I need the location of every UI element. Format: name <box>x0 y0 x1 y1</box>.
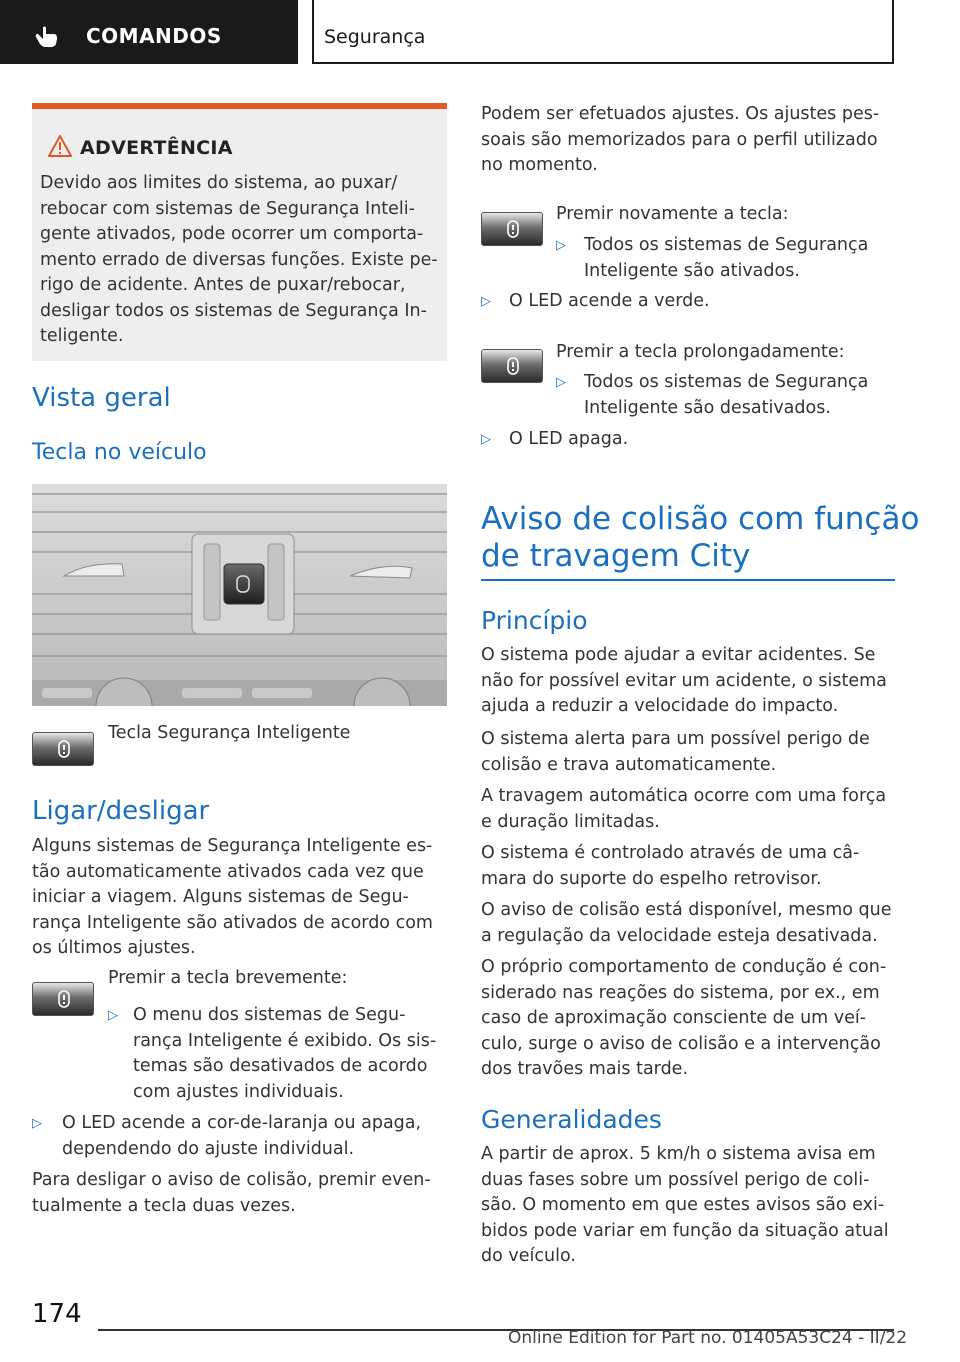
chapter-label: Segurança <box>324 26 426 48</box>
safety-button-icon <box>504 219 522 239</box>
paragraph-principio-4 <box>481 841 895 892</box>
safety-button-icon <box>55 989 73 1009</box>
text-line: rigo de acidente. Antes de puxar/rebocar, <box>40 275 406 295</box>
text-line: Para desligar o aviso de colisão, premir even- <box>32 1170 431 1190</box>
paragraph-ligar <box>32 834 447 962</box>
footer-edition: Online Edition for Part no. 01405A53C24 - II/22 <box>508 1328 908 1348</box>
heading-aviso-colisao <box>481 501 919 575</box>
text-line: tualmente a tecla duas vezes. <box>32 1195 296 1216</box>
text-line: rebocar com sistemas de Segurança Inteli- <box>40 198 415 219</box>
text-line: O LED apaga. <box>509 429 629 449</box>
safety-button-image <box>32 732 94 766</box>
text-line: a regulação da velocidade esteja desativada. <box>481 925 878 946</box>
bullet-marker-icon: ▷ <box>556 238 566 253</box>
text-line: rança Inteligente são ativados de acordo com <box>32 912 433 933</box>
text-line: Devido aos limites do sistema, ao puxar/ <box>40 173 398 193</box>
bullet-marker-icon: ▷ <box>108 1008 118 1023</box>
bullet-menu <box>108 1003 448 1105</box>
text-line: tão automaticamente ativados cada vez que <box>32 861 424 882</box>
text-line: dependendo do ajuste individual. <box>62 1138 355 1159</box>
text-line: A partir de aprox. 5 km/h o sistema avisa em <box>481 1144 876 1164</box>
caption-tecla: Tecla Segurança Inteligente <box>108 723 351 743</box>
text-line: siderado nas reações do sistema, por ex., em <box>481 982 880 1003</box>
bullet-led-verde <box>481 289 895 315</box>
instruction-novamente: Premir novamente a tecla: <box>556 204 789 224</box>
heading-principio: Princípio <box>481 606 588 635</box>
heading-line: Aviso de colisão com função <box>481 501 920 537</box>
text-line: colisão e trava automaticamente. <box>481 754 777 775</box>
heading-line: de travagem City <box>481 538 751 574</box>
bullet-marker-icon: ▷ <box>481 294 491 309</box>
console-illustration <box>32 484 447 706</box>
text-line: iniciar a viagem. Alguns sistemas de Segu- <box>32 887 409 907</box>
heading-vista-geral: Vista geral <box>32 383 171 413</box>
safety-button-image <box>481 212 543 246</box>
chapter-title-box <box>312 0 894 64</box>
heading-underline <box>481 579 895 581</box>
text-line: O próprio comportamento de condução é con- <box>481 957 887 977</box>
text-line: rança Inteligente é exibido. Os sis- <box>133 1030 437 1051</box>
heading-tecla-no-veiculo: Tecla no veículo <box>32 440 207 465</box>
text-line: temas são desativados de acordo <box>133 1056 428 1076</box>
text-line: caso de aproximação consciente de um veí- <box>481 1008 867 1028</box>
text-line: mara do suporte do espelho retrovisor. <box>481 868 822 889</box>
hand-pointer-icon <box>34 22 60 48</box>
paragraph-principio-1 <box>481 643 895 720</box>
text-line: dos travões mais tarde. <box>481 1059 689 1079</box>
text-line: Todos os sistemas de Segurança <box>584 372 869 392</box>
text-line: são. O momento em que estes avisos são exi- <box>481 1195 885 1215</box>
vehicle-console-photo <box>32 484 447 706</box>
text-line: A travagem automática ocorre com uma força <box>481 786 887 806</box>
warning-box <box>32 103 447 361</box>
text-line: Podem ser efetuados ajustes. Os ajustes pes- <box>481 104 880 124</box>
text-line: culo, surge o aviso de colisão e a intervenção <box>481 1033 881 1054</box>
paragraph-principio-6 <box>481 955 895 1083</box>
warning-triangle-icon <box>48 135 72 157</box>
text-line: com ajustes individuais. <box>133 1081 344 1102</box>
instruction-brevemente: Premir a tecla brevemente: <box>108 968 348 988</box>
text-line: bidos pode variar em função da situação atual <box>481 1220 889 1241</box>
warning-title: ADVERTÊNCIA <box>80 137 233 159</box>
bullet-led-apaga <box>481 427 895 453</box>
warning-text <box>40 171 440 350</box>
text-line: duas fases sobre um possível perigo de coli- <box>481 1169 870 1190</box>
text-line: O sistema alerta para um possível perigo de <box>481 729 870 749</box>
text-line: Alguns sistemas de Segurança Inteligente es- <box>32 836 433 856</box>
text-line: O menu dos sistemas de Segu- <box>133 1005 406 1025</box>
bullet-marker-icon: ▷ <box>32 1116 42 1131</box>
text-line: O sistema é controlado através de uma câ- <box>481 843 860 863</box>
text-line: O aviso de colisão está disponível, mesmo que <box>481 900 892 920</box>
text-line: do veículo. <box>481 1246 576 1266</box>
text-line: O LED acende a cor-de-laranja ou apaga, <box>62 1113 422 1133</box>
safety-button-image <box>481 349 543 383</box>
text-line: mento errado de diversas funções. Existe pe- <box>40 249 438 270</box>
paragraph-principio-3 <box>481 784 895 835</box>
page-number: 174 <box>32 1299 82 1329</box>
text-line: não for possível evitar um acidente, o sistema <box>481 670 887 691</box>
bullet-ativados <box>556 233 896 284</box>
paragraph-generalidades <box>481 1142 895 1270</box>
bullet-marker-icon: ▷ <box>481 432 491 447</box>
text-line: no momento. <box>481 155 598 175</box>
bullet-desativados <box>556 370 896 421</box>
text-line: soais são memorizados para o perfil utilizado <box>481 129 878 150</box>
heading-generalidades: Generalidades <box>481 1105 662 1134</box>
text-line: teligente. <box>40 326 124 346</box>
safety-button-icon <box>55 739 73 759</box>
text-line: ajuda a reduzir a velocidade do impacto. <box>481 696 839 716</box>
chapter-tab <box>0 0 298 64</box>
text-line: Inteligente são desativados. <box>584 397 831 418</box>
text-line: O sistema pode ajudar a evitar acidentes. Se <box>481 645 876 665</box>
paragraph-desligar <box>32 1168 448 1219</box>
safety-button-image <box>32 982 94 1016</box>
instruction-prolongado: Premir a tecla prolongadamente: <box>556 342 845 362</box>
text-line: os últimos ajustes. <box>32 938 196 958</box>
section-label: COMANDOS <box>86 24 222 48</box>
text-line: Inteligente são ativados. <box>584 260 800 281</box>
paragraph-principio-5 <box>481 898 895 949</box>
text-line: desligar todos os sistemas de Segurança In- <box>40 300 427 321</box>
bullet-led-laranja <box>32 1111 448 1162</box>
text-line: Todos os sistemas de Segurança <box>584 235 869 255</box>
text-line: gente ativados, pode ocorrer um comporta- <box>40 224 424 244</box>
text-line: O LED acende a verde. <box>509 291 710 311</box>
paragraph-ajustes <box>481 102 895 179</box>
bullet-marker-icon: ▷ <box>556 375 566 390</box>
text-line: e duração limitadas. <box>481 811 660 832</box>
heading-ligar-desligar: Ligar/desligar <box>32 796 210 826</box>
paragraph-principio-2 <box>481 727 895 778</box>
safety-button-icon <box>504 356 522 376</box>
